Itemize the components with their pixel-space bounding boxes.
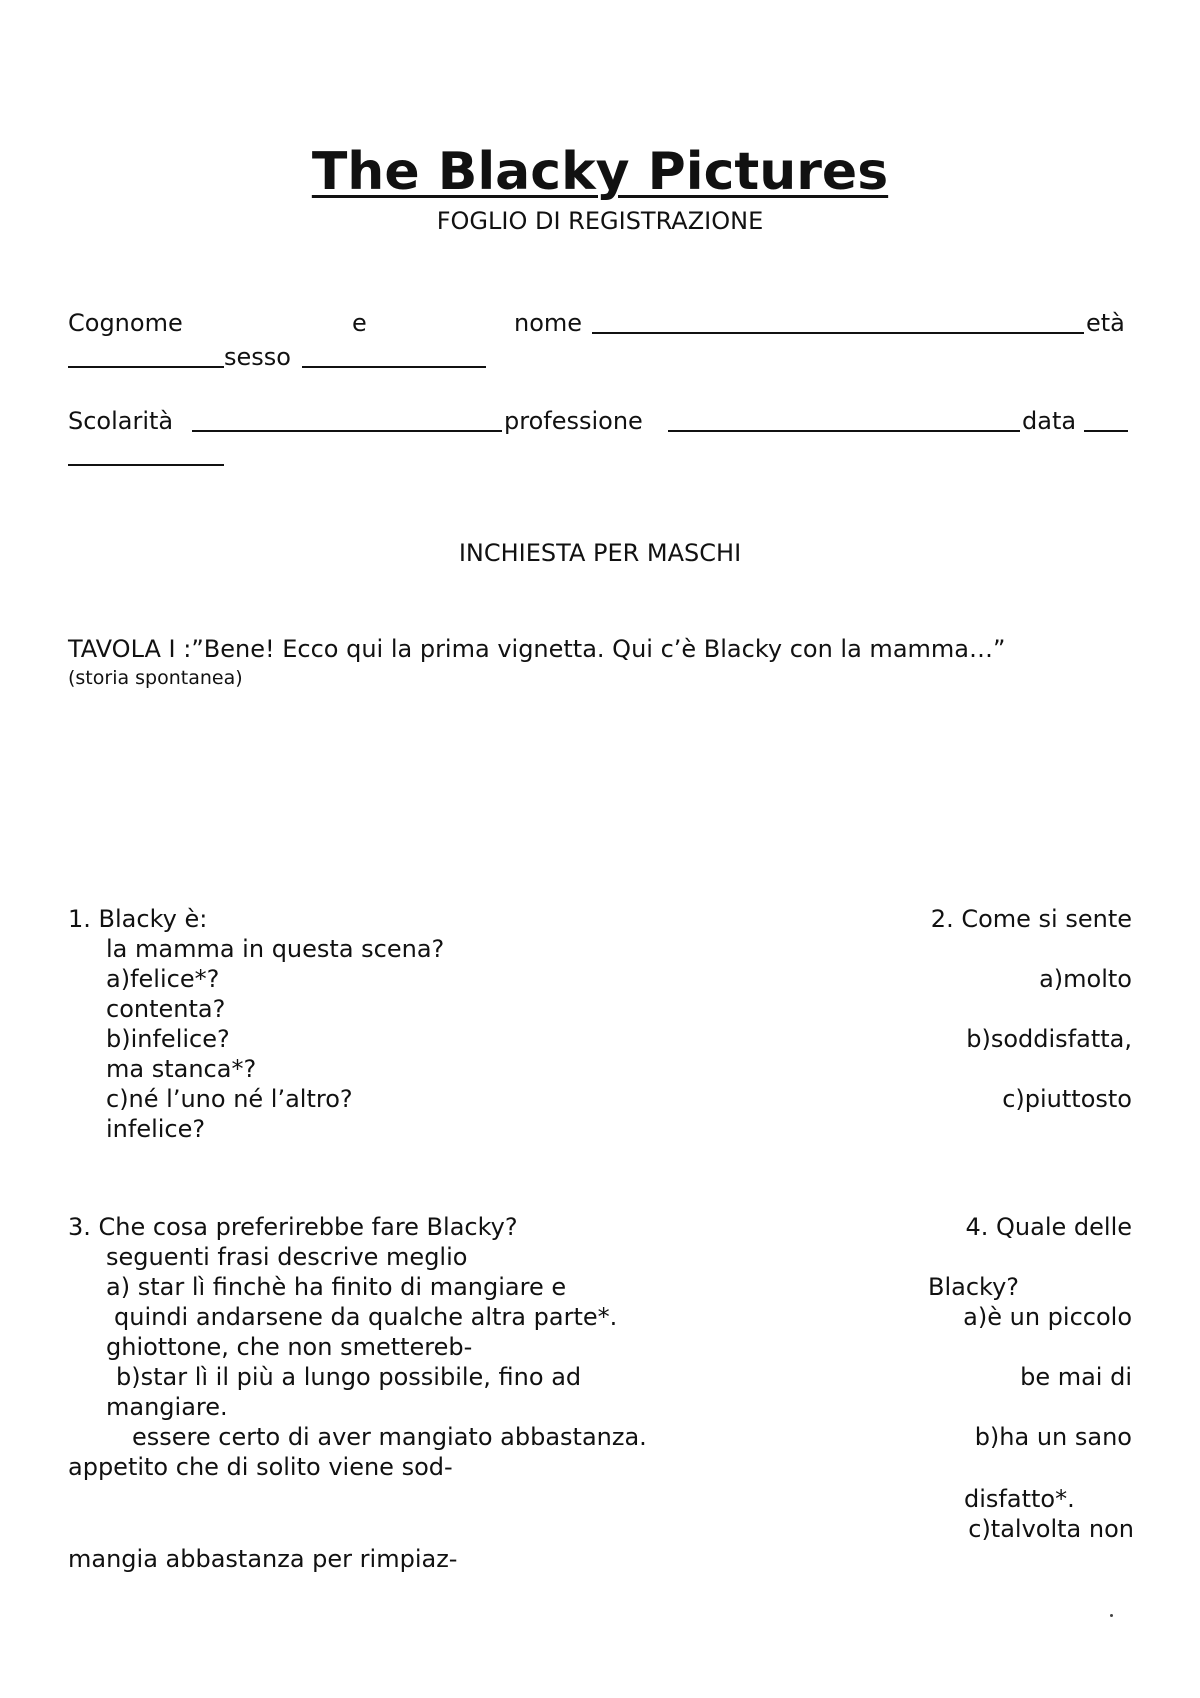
q4-line-1: Blacky?: [928, 1273, 1020, 1301]
q3-line-7: essere certo di aver mangiato abbastanza.: [132, 1423, 647, 1451]
tavola-intro: TAVOLA I :”Bene! Ecco qui la prima vignetta. Qui c’è Blacky con la mamma…”: [68, 635, 1006, 663]
q4-line-5: disfatto*.: [964, 1485, 1075, 1513]
field-scolarita-line[interactable]: [192, 430, 502, 432]
q2-option-b: b)soddisfatta,: [966, 1025, 1132, 1053]
q2-option-c: c)piuttosto: [1002, 1085, 1132, 1113]
field-eta-line[interactable]: [68, 366, 224, 368]
section-title: INCHIESTA PER MASCHI: [458, 539, 742, 567]
document-subtitle: FOGLIO DI REGISTRAZIONE: [436, 207, 764, 235]
label-data: data: [1022, 407, 1077, 435]
q3-option-a: a) star lì finchè ha finito di mangiare e: [106, 1273, 567, 1301]
field-professione-line[interactable]: [668, 430, 1020, 432]
q4-option-a: a)è un piccolo: [963, 1303, 1132, 1331]
q3-line-9: mangia abbastanza per rimpiaz-: [68, 1545, 458, 1573]
q3-line-3: quindi andarsene da qualche altra parte*.: [114, 1303, 618, 1331]
q1-option-c: c)né l’uno né l’altro?: [106, 1085, 353, 1113]
q4-option-c: c)talvolta non: [968, 1515, 1134, 1543]
label-eta: età: [1086, 309, 1125, 337]
q3-line-0: 3. Che cosa preferirebbe fare Blacky?: [68, 1213, 518, 1241]
q4-line-3: be mai di: [1020, 1363, 1132, 1391]
q3-line-1: seguenti frasi descrive meglio: [106, 1243, 468, 1271]
document-title: The Blacky Pictures: [311, 142, 889, 202]
label-sesso: sesso: [224, 343, 291, 371]
field-data-line[interactable]: [1084, 430, 1128, 432]
label-professione: professione: [504, 407, 643, 435]
q3-line-8: appetito che di solito viene sod-: [68, 1453, 453, 1481]
q3-option-b: b)star lì il più a lungo possibile, fino ad: [116, 1363, 582, 1391]
q1-line-7: infelice?: [106, 1115, 206, 1143]
q1-line-0: 1. Blacky è:: [68, 905, 208, 933]
field-nome-line[interactable]: [592, 332, 1084, 334]
q1-option-a: a)felice*?: [106, 965, 220, 993]
page-mark: [1110, 1614, 1113, 1617]
q3-line-4: ghiottone, che non smettereb-: [106, 1333, 473, 1361]
q1-line-3: contenta?: [106, 995, 226, 1023]
label-scolarita: Scolarità: [68, 407, 174, 435]
label-e: e: [352, 309, 367, 337]
q2-option-a: a)molto: [1039, 965, 1132, 993]
tavola-note: (storia spontanea): [68, 667, 243, 689]
label-cognome: Cognome: [68, 309, 183, 337]
q4-option-b: b)ha un sano: [974, 1423, 1132, 1451]
label-nome: nome: [514, 309, 583, 337]
q1-option-b: b)infelice?: [106, 1025, 230, 1053]
q3-line-6: mangiare.: [106, 1393, 228, 1421]
q1-line-1: la mamma in questa scena?: [106, 935, 445, 963]
q1-line-5: ma stanca*?: [106, 1055, 257, 1083]
field-sesso-line[interactable]: [302, 366, 486, 368]
q2-line-0: 2. Come si sente: [930, 905, 1132, 933]
q4-line-0: 4. Quale delle: [965, 1213, 1132, 1241]
field-data-line-continued[interactable]: [68, 464, 224, 466]
